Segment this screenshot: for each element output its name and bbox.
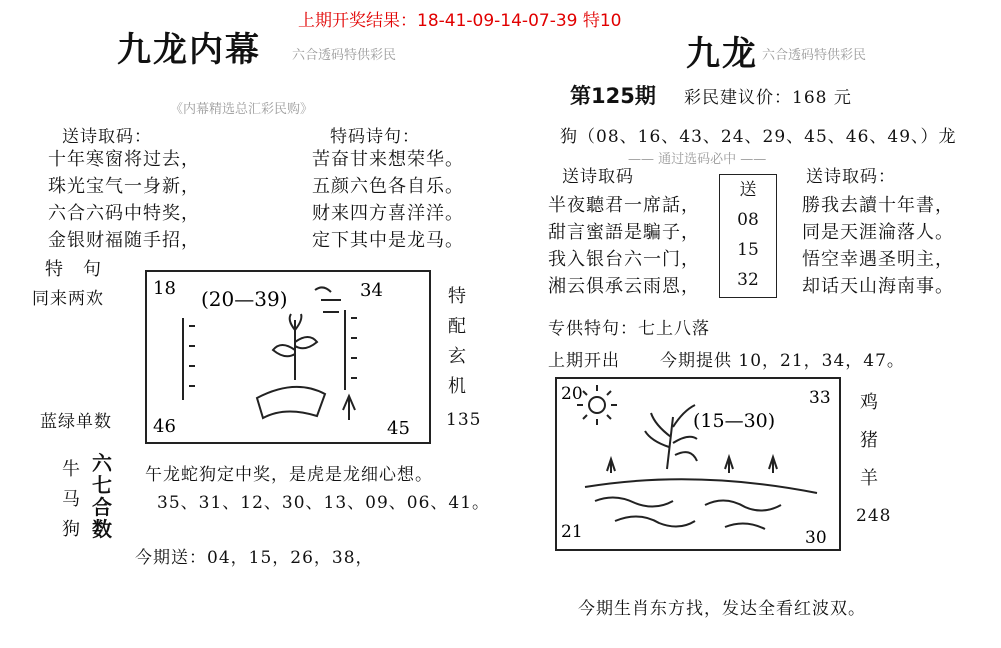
poem-line: 珠光宝气一身新， bbox=[48, 176, 200, 197]
left-tonglai: 同来两欢 bbox=[32, 289, 104, 309]
right-zodiac-vertical bbox=[858, 384, 880, 498]
corner-number: 30 bbox=[805, 528, 827, 548]
tree-drawing bbox=[645, 405, 697, 469]
send-box-number: 15 bbox=[737, 240, 759, 260]
poem-line: 五颜六色各自乐。 bbox=[312, 176, 464, 197]
send-box-label: 送 bbox=[739, 180, 757, 200]
vertical-char: 特 bbox=[448, 286, 466, 307]
right-dog-line: 狗（08、16、43、24、29、45、46、49、）龙 bbox=[560, 127, 957, 147]
right-price: 彩民建议价：168 元 bbox=[684, 88, 852, 108]
poem-line: 湘云俱承云雨恩， bbox=[548, 276, 700, 297]
left-lanlv: 蓝绿单数 bbox=[40, 412, 112, 432]
poem-line: 定下其中是龙马。 bbox=[312, 230, 464, 251]
poem-line: 半夜聽君一席話， bbox=[548, 195, 700, 216]
send-box-number: 08 bbox=[737, 210, 759, 230]
sketch-range-label: (15—30) bbox=[693, 410, 776, 432]
left-numbers-line: 35、31、12、30、13、09、06、41。 bbox=[157, 493, 491, 513]
grass-drawing bbox=[607, 457, 777, 473]
vertical-char: 牛 bbox=[62, 459, 80, 480]
left-zodiac-vertical bbox=[60, 455, 82, 545]
right-poem-left bbox=[548, 192, 700, 300]
corner-number: 33 bbox=[809, 388, 831, 408]
plant-drawing bbox=[257, 314, 355, 420]
right-poem-heading-right: 送诗取码： bbox=[806, 167, 896, 187]
vertical-char: 数 bbox=[92, 517, 112, 541]
right-248: 248 bbox=[856, 506, 892, 526]
right-sketch-drawing bbox=[555, 377, 841, 551]
left-liuqi-vertical bbox=[88, 452, 116, 540]
corner-number: 45 bbox=[387, 418, 410, 439]
right-last-period: 上期开出 bbox=[548, 351, 620, 371]
poem-line: 苦奋甘来想荣华。 bbox=[312, 149, 464, 170]
poem-line: 金银财福随手招， bbox=[48, 230, 200, 251]
poem-line: 勝我去讀十年書， bbox=[802, 195, 954, 216]
vertical-char: 羊 bbox=[860, 468, 878, 489]
sun-drawing bbox=[577, 385, 617, 425]
right-title: 九龙 bbox=[686, 34, 758, 74]
corner-number: 18 bbox=[153, 278, 176, 299]
poem-line: 财来四方喜洋洋。 bbox=[312, 203, 464, 224]
poem-line: 十年寒窗将过去， bbox=[48, 149, 200, 170]
vertical-char: 六 bbox=[92, 451, 112, 475]
right-special-sentence: 专供特句：七上八落 bbox=[548, 319, 710, 339]
right-poem-heading-left: 送诗取码 bbox=[562, 167, 634, 187]
left-sketch-drawing bbox=[145, 270, 431, 444]
poem-line: 却话天山海南事。 bbox=[802, 276, 954, 297]
left-wulong-line: 午龙蛇狗定中奖，是虎是龙细心想。 bbox=[145, 465, 433, 485]
right-issue: 第125期 bbox=[570, 84, 656, 108]
left-special-sentence: 特 句 bbox=[45, 259, 102, 280]
vertical-char: 合 bbox=[92, 495, 112, 519]
corner-number: 21 bbox=[561, 522, 583, 542]
left-poem-heading: 送诗取码： bbox=[62, 127, 152, 147]
poem-line: 甜言蜜語是騙子， bbox=[548, 222, 700, 243]
vertical-char: 机 bbox=[448, 376, 466, 397]
poem-line: 我入银台六一门， bbox=[548, 249, 700, 270]
left-special-poem bbox=[312, 146, 464, 254]
corner-number: 20 bbox=[561, 384, 583, 404]
left-135: 135 bbox=[446, 410, 482, 430]
send-box-number: 32 bbox=[737, 270, 759, 290]
poem-line: 同是天涯淪落人。 bbox=[802, 222, 954, 243]
left-poem bbox=[48, 146, 200, 254]
vertical-char: 配 bbox=[448, 316, 466, 337]
vertical-char: 狗 bbox=[62, 519, 80, 540]
poem-line: 六合六码中特奖， bbox=[48, 203, 200, 224]
left-title: 九龙内幕 bbox=[117, 30, 261, 70]
left-subtitle-faint: 《内幕精选总汇彩民购》 bbox=[170, 102, 314, 117]
right-today-offer: 今期提供 10，21，34，47。 bbox=[660, 351, 905, 371]
poem-line: 悟空幸遇圣明主， bbox=[802, 249, 954, 270]
right-footer: 今期生肖东方找，发达全看红波双。 bbox=[578, 599, 866, 619]
right-title-faint: 六合透码特供彩民 bbox=[762, 48, 867, 63]
right-poem-right bbox=[802, 192, 954, 300]
left-title-faint: 六合透码特供彩民 bbox=[292, 48, 397, 63]
vertical-char: 鸡 bbox=[860, 392, 878, 413]
left-right-vertical bbox=[446, 282, 468, 402]
left-today-send: 今期送：04，15，26，38， bbox=[135, 548, 374, 568]
vertical-char: 七 bbox=[92, 473, 112, 497]
vertical-char: 玄 bbox=[448, 346, 466, 367]
left-special-heading: 特码诗句： bbox=[330, 127, 420, 147]
corner-number: 34 bbox=[360, 280, 383, 301]
right-faint-mid: —— 通过选码必中 —— bbox=[628, 152, 767, 167]
last-result-banner: 上期开奖结果：18-41-09-14-07-39 特10 bbox=[298, 11, 622, 31]
vertical-char: 猪 bbox=[860, 430, 878, 451]
water-drawing bbox=[585, 479, 817, 529]
corner-number: 46 bbox=[153, 416, 176, 437]
sketch-range-label: (20—39) bbox=[201, 287, 288, 311]
right-send-box bbox=[719, 174, 777, 298]
vertical-char: 马 bbox=[62, 489, 80, 510]
